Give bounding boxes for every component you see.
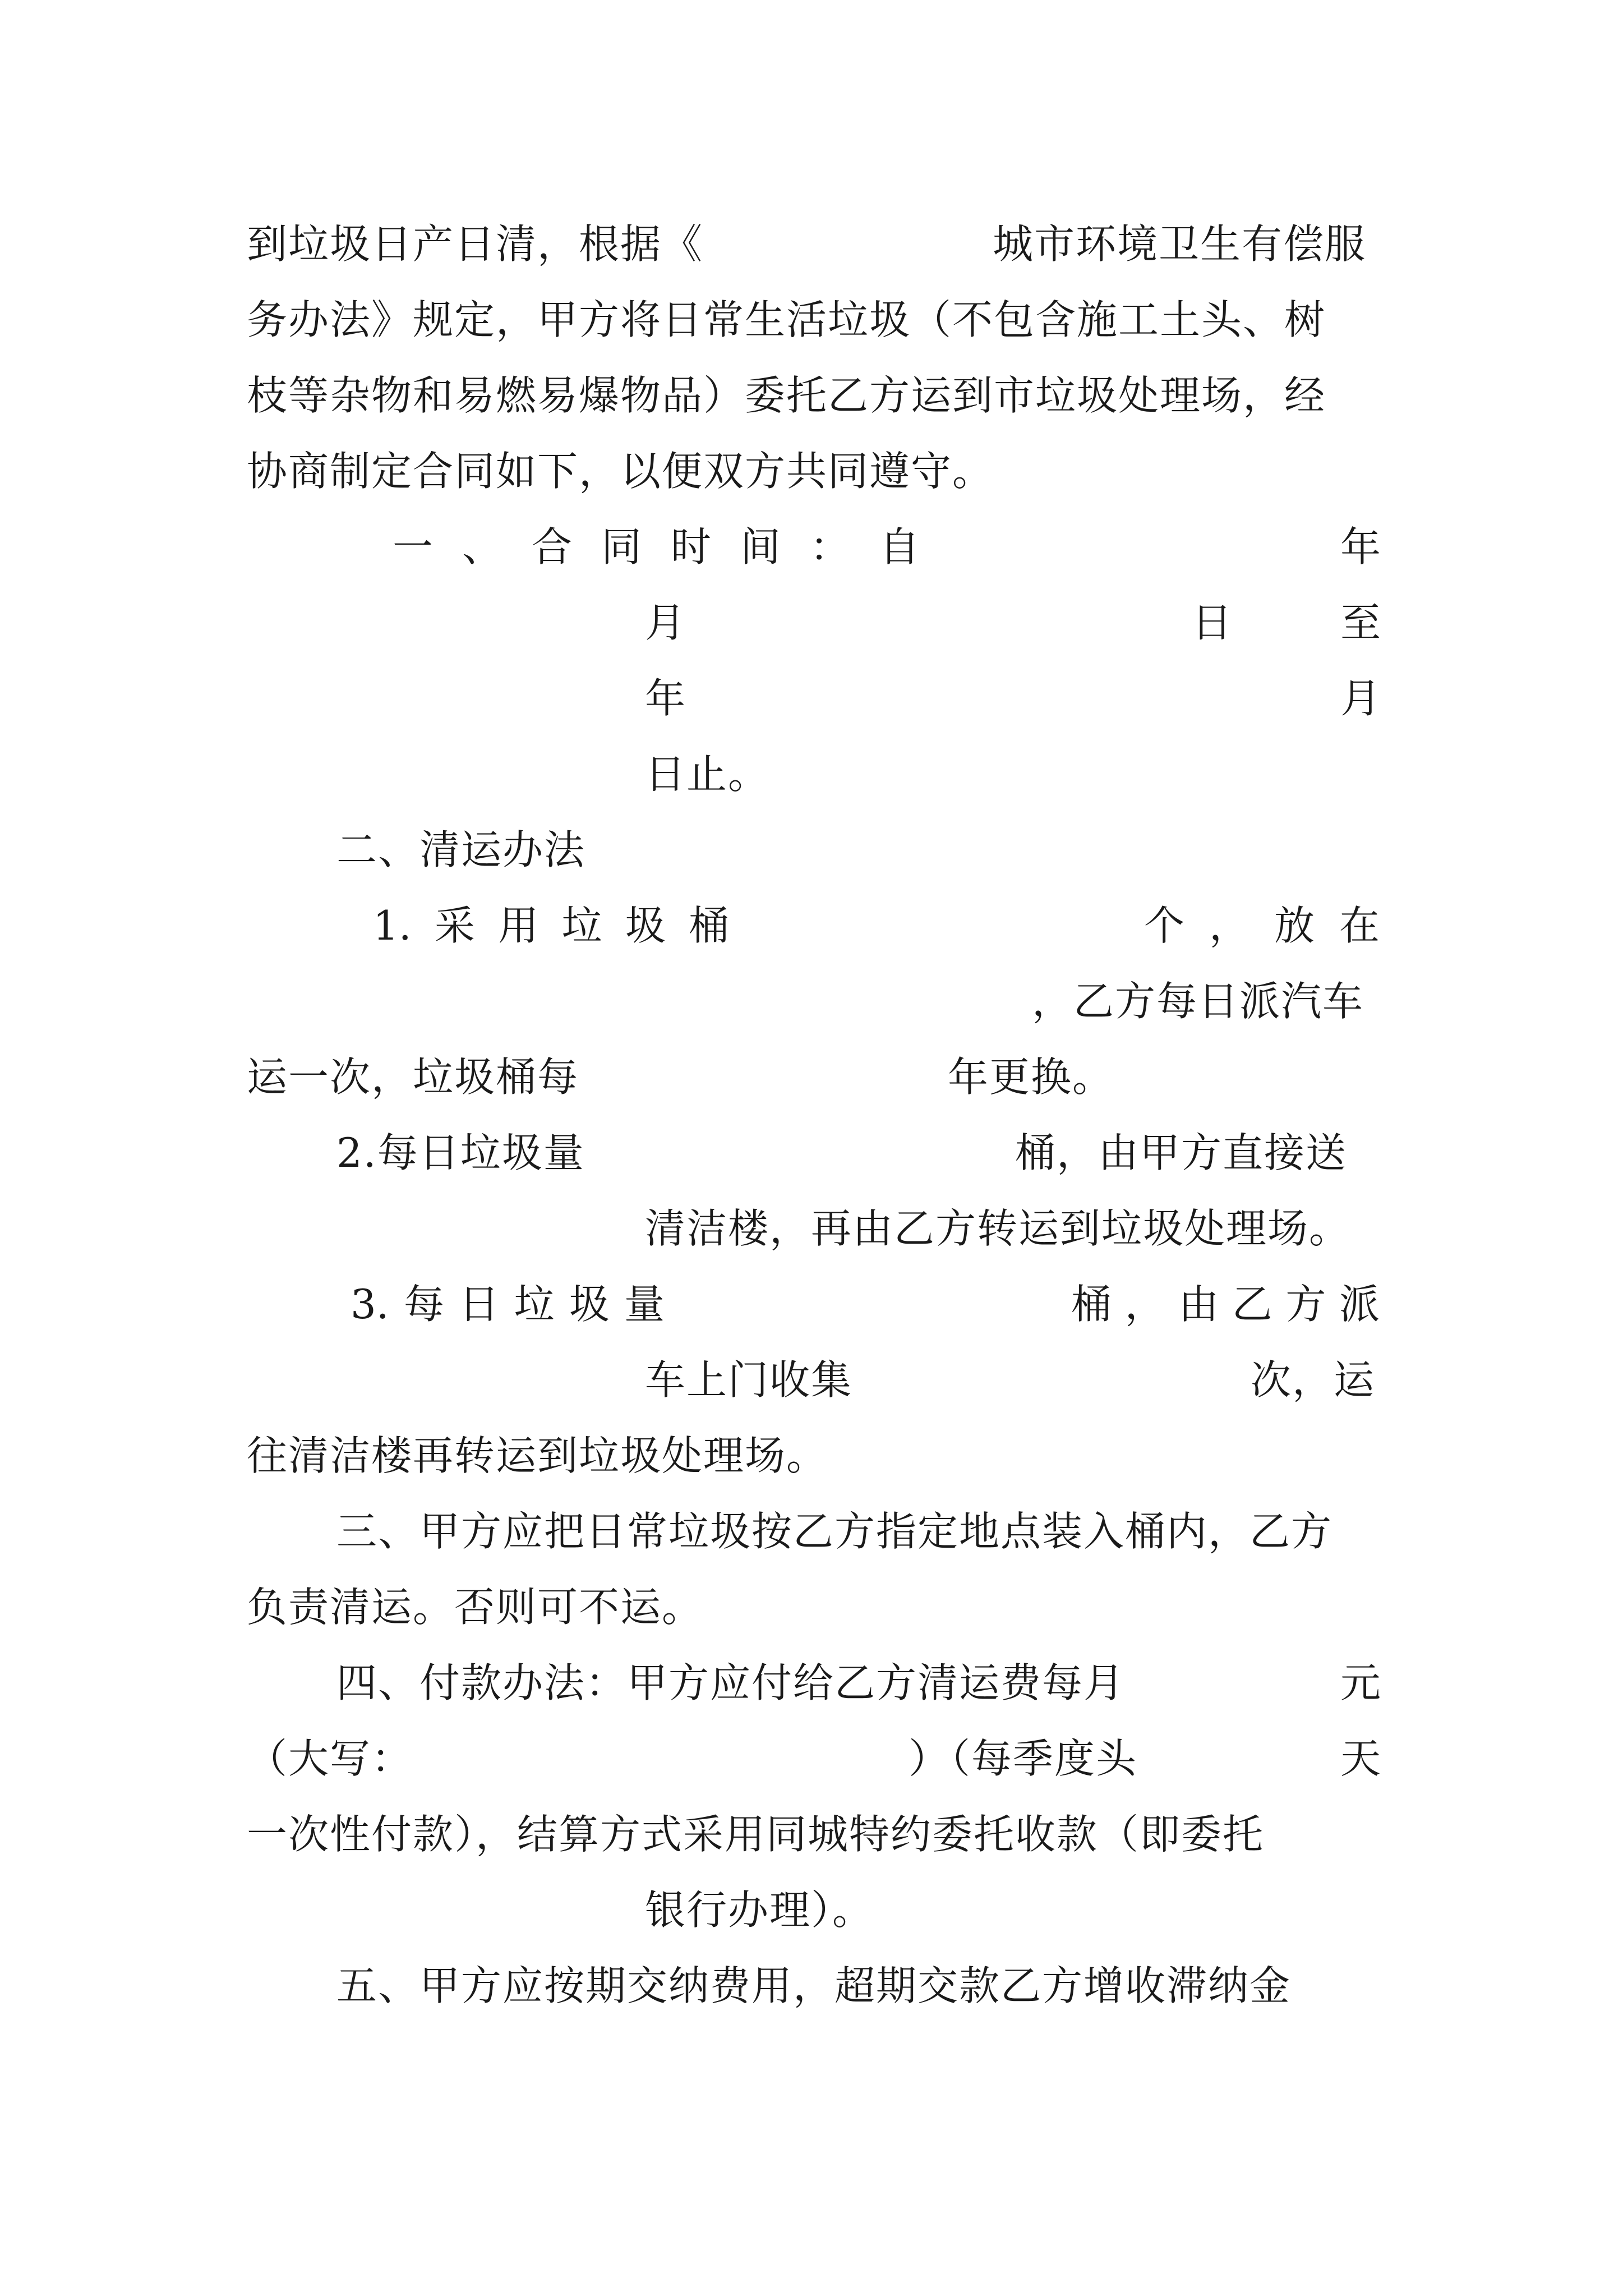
item-2-2: 2.每日垃圾量	[336, 1129, 585, 1176]
item-2-1	[373, 900, 729, 951]
paragraph-line: 务办法》规定，甲方将日常生活垃圾（不包含施工土头、树	[247, 296, 1326, 343]
char: 派	[1339, 1281, 1380, 1328]
char: 每	[403, 1281, 444, 1328]
section-4: 四、付款办法：甲方应付给乙方清运费每月	[336, 1659, 1126, 1706]
year-label: 年	[1340, 523, 1382, 570]
paragraph-line: 协商制定合同如下，以便双方共同遵守。	[247, 448, 994, 495]
char: 合	[531, 523, 572, 570]
char: 用	[498, 902, 539, 949]
char: 圾	[569, 1281, 610, 1328]
paragraph-line: 往清洁楼再转运到垃圾处理场。	[247, 1432, 828, 1479]
month-label: 月	[1340, 675, 1382, 722]
item-2-1-right	[1144, 900, 1380, 951]
paragraph-line: 负责清运。否则可不运。	[247, 1584, 704, 1631]
char: 乙	[1232, 1281, 1272, 1328]
paragraph-line: ）（每季度头	[909, 1735, 1138, 1782]
char: 桶	[688, 902, 729, 949]
char: 圾	[625, 902, 666, 949]
char: 时	[670, 523, 711, 570]
char: 间	[740, 523, 781, 570]
year-label: 年	[645, 675, 687, 722]
char: 采	[434, 902, 475, 949]
char: 方	[1285, 1281, 1326, 1328]
month-label: 月	[645, 599, 687, 646]
char: 一	[393, 523, 434, 570]
section-3: 三、甲方应把日常垃圾按乙方指定地点装入桶内，乙方	[336, 1508, 1333, 1555]
paragraph-line: ，乙方每日派汽车	[1032, 978, 1364, 1025]
currency-unit: 元	[1340, 1659, 1382, 1706]
char: 放	[1274, 902, 1315, 949]
paragraph-line: 城市环境卫生有偿服	[993, 220, 1367, 268]
paragraph-line: 一次性付款），结算方式采用同城特约委托收款（即委托	[247, 1811, 1265, 1858]
paragraph-line: 运一次，垃圾桶每	[247, 1053, 579, 1101]
paragraph-line: 桶，由甲方直接送	[1015, 1129, 1348, 1176]
paragraph-line: （大写：	[247, 1735, 413, 1782]
char: 3.	[351, 1281, 389, 1328]
to-label: 至	[1340, 599, 1382, 646]
char: 、	[462, 523, 502, 570]
char: 1.	[373, 902, 412, 949]
end-label: 日止。	[645, 751, 770, 798]
char: 同	[601, 523, 642, 570]
item-2-3	[351, 1279, 665, 1329]
char: 垃	[514, 1281, 555, 1328]
paragraph-line: 年更换。	[948, 1053, 1114, 1101]
day-label: 日	[1192, 599, 1234, 646]
paragraph-line: 车上门收集	[645, 1356, 853, 1404]
paragraph-line: 清洁楼，再由乙方转运到垃圾处理场。	[645, 1205, 1351, 1252]
paragraph-line: 到垃圾日产日清，根据《	[247, 220, 704, 268]
char: ，	[1124, 1281, 1165, 1328]
char: ，	[1209, 902, 1249, 949]
char: 垃	[561, 902, 602, 949]
char: 由	[1178, 1281, 1219, 1328]
section-2-heading: 二、清运办法	[336, 826, 586, 873]
item-2-3-right	[1071, 1279, 1380, 1329]
char: 自	[879, 523, 920, 570]
section-5: 五、甲方应按期交纳费用，超期交款乙方增收滞纳金	[336, 1962, 1292, 2009]
char: 在	[1339, 902, 1380, 949]
char: 日	[459, 1281, 500, 1328]
paragraph-line: 枝等杂物和易燃易爆物品）委托乙方运到市垃圾处理场，经	[247, 372, 1326, 419]
char: ：	[809, 523, 850, 570]
char: 个	[1144, 902, 1185, 949]
char: 量	[624, 1281, 665, 1328]
section-1-heading	[393, 522, 920, 572]
paragraph-line: 天	[1340, 1735, 1382, 1782]
paragraph-line: 银行办理）。	[645, 1887, 874, 1934]
paragraph-line: 次，运	[1251, 1356, 1376, 1404]
char: 桶	[1071, 1281, 1112, 1328]
